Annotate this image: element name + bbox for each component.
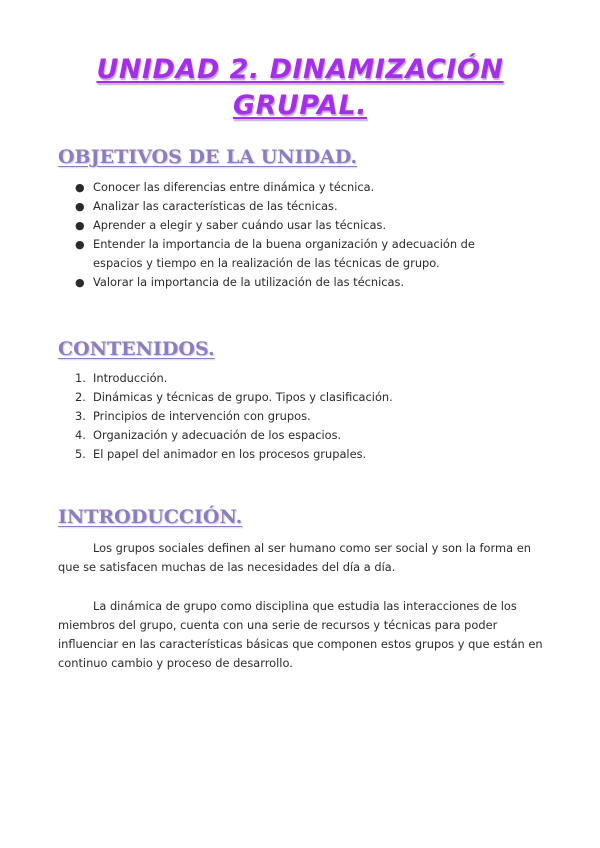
contenidos-heading: CONTENIDOS. [58,338,215,360]
contenidos-list [58,369,528,464]
title-line-1: UNIDAD 2. DINAMIZACIÓN [96,54,504,85]
list-item: ● Valorar la importancia de la utilización de las técnicas. [58,273,528,292]
objetivos-list [58,178,528,292]
list-item: ● Aprender a elegir y saber cuándo usar las técnicas. [58,216,528,235]
list-item: 2. Dinámicas y técnicas de grupo. Tipos y clasificación. [75,390,393,404]
list-item: ● Entender la importancia de la buena organización y adecuación de espacios y tiempo en la realización de las técnicas de grupo. [75,237,475,270]
title-line-2: GRUPAL. [232,90,368,121]
list-item: 4. Organización y adecuación de los espacios. [75,428,342,442]
document-title [0,52,600,124]
bullet-icon: ● [75,238,85,251]
bullet-icon: ● [75,219,85,232]
bullet-icon: ● [75,200,85,213]
list-item: 3. Principios de intervención con grupos. [75,409,311,423]
list-item: ● Analizar las características de las técnicas. [58,197,528,216]
list-item: 1. Introducción. [75,371,168,385]
intro-paragraph-2: La dinámica de grupo como disciplina que estudia las interacciones de los miembros del grupo, cuenta con una serie de recursos y técnicas para poder influenciar en las características básicas que componen estos grupos y que están en continuo cambio y proceso de desarrollo. [58,599,543,670]
introduccion-heading: INTRODUCCIÓN. [58,506,243,528]
bullet-icon: ● [75,276,85,289]
bullet-icon: ● [75,181,85,194]
objetivos-heading: OBJETIVOS DE LA UNIDAD. [58,146,358,168]
list-item: ● Conocer las diferencias entre dinámica y técnica. [58,178,528,197]
list-item: 5. El papel del animador en los procesos grupales. [75,447,367,461]
intro-paragraph-1: Los grupos sociales definen al ser humano como ser social y son la forma en que se satisfacen muchas de las necesidades del día a día. [58,541,531,574]
